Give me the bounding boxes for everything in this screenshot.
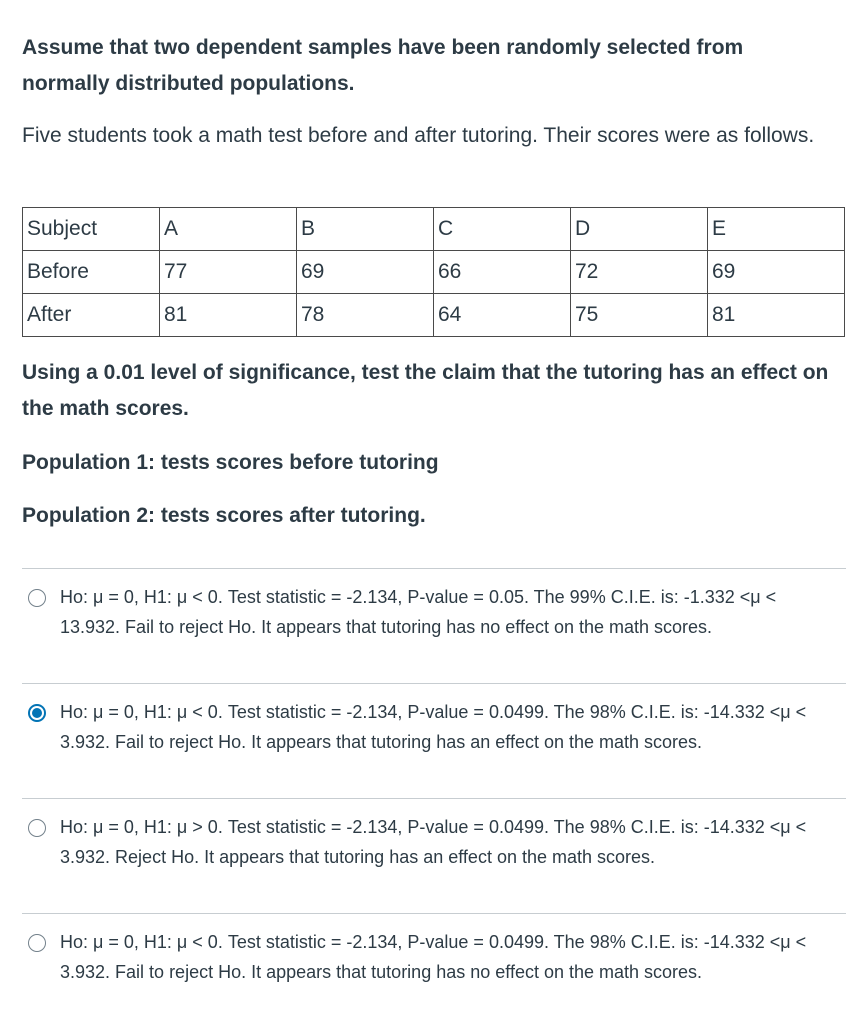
answer-text: Ho: μ = 0, H1: μ < 0. Test statistic = -2.134, P-value = 0.0499. The 98% C.I.E. is: -14.332 <μ < 3.932. Fail to reject Ho. It appears that tutoring has an effect on the math scores. bbox=[60, 702, 807, 752]
question-claim: Using a 0.01 level of significance, test the claim that the tutoring has an effect on the math scores. bbox=[22, 361, 829, 420]
table-cell: 69 bbox=[297, 251, 434, 294]
table-row bbox=[23, 294, 845, 337]
table-cell: C bbox=[434, 208, 571, 251]
answer-option-2[interactable] bbox=[22, 683, 846, 798]
table-cell: 75 bbox=[571, 294, 708, 337]
table-cell: 81 bbox=[160, 294, 297, 337]
population-1-label: Population 1: tests scores before tutoring bbox=[22, 451, 439, 474]
table-cell: After bbox=[23, 294, 160, 337]
radio-button[interactable] bbox=[28, 934, 46, 952]
table-cell: E bbox=[708, 208, 845, 251]
answer-text: Ho: μ = 0, H1: μ > 0. Test statistic = -2.134, P-value = 0.0499. The 98% C.I.E. is: -14.332 <μ < 3.932. Reject Ho. It appears that tutoring has an effect on the math scores. bbox=[60, 817, 807, 867]
table-cell: 72 bbox=[571, 251, 708, 294]
answer-text: Ho: μ = 0, H1: μ < 0. Test statistic = -2.134, P-value = 0.0499. The 98% C.I.E. is: -14.332 <μ < 3.932. Fail to reject Ho. It appears that tutoring has no effect on the math scores. bbox=[60, 932, 807, 982]
answer-list bbox=[22, 568, 846, 1028]
table-cell: 78 bbox=[297, 294, 434, 337]
table-cell: Before bbox=[23, 251, 160, 294]
table-cell: B bbox=[297, 208, 434, 251]
question-description: Five students took a math test before and after tutoring. Their scores were as follows. bbox=[22, 124, 815, 147]
table-cell: A bbox=[160, 208, 297, 251]
table-cell: 77 bbox=[160, 251, 297, 294]
table-cell: 66 bbox=[434, 251, 571, 294]
answer-option-3[interactable] bbox=[22, 798, 846, 913]
answer-option-1[interactable] bbox=[22, 568, 846, 683]
table-row bbox=[23, 208, 845, 251]
answer-text: Ho: μ = 0, H1: μ < 0. Test statistic = -2.134, P-value = 0.05. The 99% C.I.E. is: -1.332 <μ < 13.932. Fail to reject Ho. It appears that tutoring has no effect on the math scores. bbox=[60, 587, 777, 637]
radio-button[interactable] bbox=[28, 819, 46, 837]
table-row bbox=[23, 251, 845, 294]
population-2-label: Population 2: tests scores after tutoring. bbox=[22, 504, 426, 527]
table-cell: 81 bbox=[708, 294, 845, 337]
table-cell: 69 bbox=[708, 251, 845, 294]
question-intro: Assume that two dependent samples have been randomly selected from normally distributed populations. bbox=[22, 36, 744, 95]
table-cell: Subject bbox=[23, 208, 160, 251]
table-cell: 64 bbox=[434, 294, 571, 337]
radio-button[interactable] bbox=[28, 589, 46, 607]
scores-table bbox=[22, 207, 845, 337]
radio-button[interactable] bbox=[28, 704, 46, 722]
answer-option-4[interactable] bbox=[22, 913, 846, 1028]
table-cell: D bbox=[571, 208, 708, 251]
